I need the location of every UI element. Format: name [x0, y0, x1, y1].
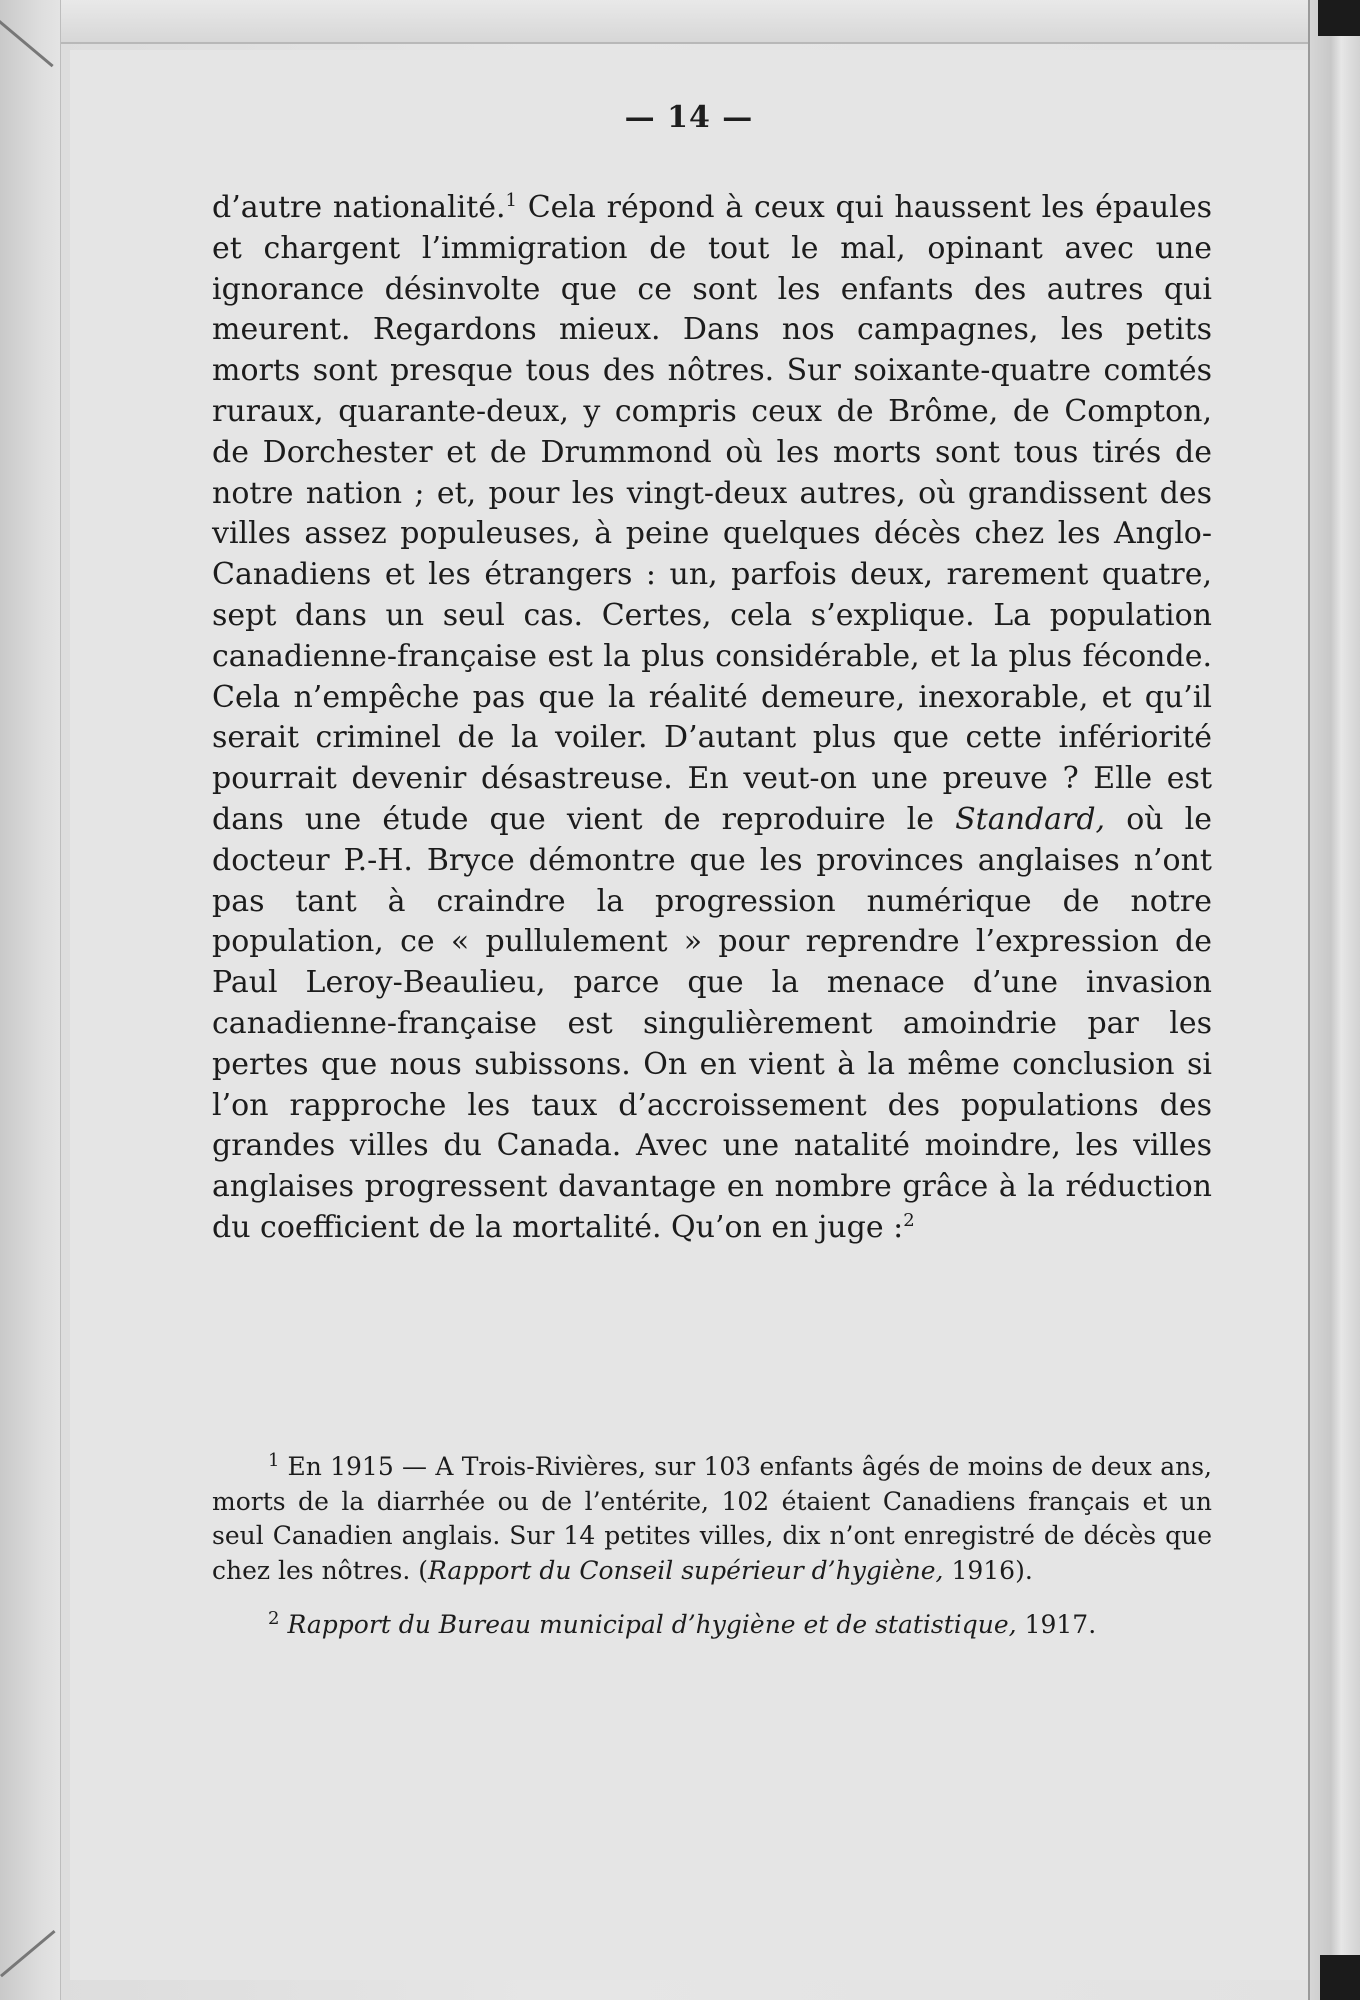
scan-left-fold — [0, 0, 61, 2000]
footnote-italic: Rapport du Conseil supérieur d’hygiène, — [428, 1555, 944, 1585]
footnote-2 — [212, 1608, 1212, 1643]
footnote-ref-1: 1 — [505, 190, 517, 211]
book-page — [70, 50, 1308, 1980]
footnote-ref-2: 2 — [903, 1209, 915, 1231]
body-text-part-3: où le docteur P.-H. Bryce démontre que les provinces anglaises n’ont pas tant à craindre la progression numérique de notre population, ce « pullulement » pour reprendre l’expression de Paul Leroy-Beaulieu, parce que la menace d’une invasion canadienne-française est singulièrement amoindrie par les pertes que nous subissons. On en vient à la même conclusion si l’on rapproche les taux d’accroissement des populations des grandes villes du Canada. Avec une natalité moindre, les villes anglaises progressent davantage en nombre grâce à la réduction du coefficient de la mortalité. Qu’on en juge : — [212, 801, 1212, 1245]
footnote-marker: 2 — [268, 1607, 280, 1629]
scan-top-edge — [0, 0, 1360, 44]
footnote-text: En 1915 — A Trois-Rivières, sur 103 enfants âgés de moins de deux ans, morts de la diarrhée ou de l’entérite, 102 étaient Canadiens français et un seul Canadien anglais. Sur 14 petites villes, dix n’ont enregistré de décès que chez les nôtres. ( — [212, 1452, 1212, 1585]
page-number: — 14 — — [624, 100, 754, 135]
footnotes — [212, 1450, 1212, 1643]
body-text-part-1: d’autre nationalité. — [212, 190, 506, 225]
footnote-italic: Rapport du Bureau municipal d’hygiène et de statistique, — [287, 1610, 1017, 1639]
scan-dark-corner-top — [1318, 0, 1360, 36]
footnote-marker: 1 — [268, 1449, 280, 1471]
body-paragraph — [212, 188, 1212, 1249]
body-text-part-2: Cela répond à ceux qui haussent les épaules et chargent l’immigration de tout le mal, opinant avec une ignorance désinvolte que ce sont les enfants des autres qui meurent. Regardons mieux. Dans nos campagnes, les petits morts sont presque tous des nôtres. Sur soixante-quatre comtés ruraux, quarante-deux, y compris ceux de Brôme, de Compton, de Dorchester et de Drummond où les morts sont tous tirés de notre nation ; et, pour les vingt-deux autres, où grandissent des villes assez populeuses, à peine quelques décès chez les Anglo-Canadiens et les étrangers : un, parfois deux, rarement quatre, sept dans un seul cas. Certes, cela s’explique. La population canadienne-française est la plus considérable, et la plus féconde. Cela n’empêche pas que la réalité demeure, inexorable, et qu’il serait criminel de la voiler. D’autant plus que cette infériorité pourrait devenir désastreuse. En veut-on une preuve ? Elle est dans une étude que vient de reproduire le — [212, 190, 1212, 837]
body-italic-standard: Standard, — [955, 801, 1106, 837]
footnote-text-after: 1917. — [1016, 1610, 1097, 1639]
footnote-text-after: 1916). — [943, 1555, 1033, 1585]
footnote-1 — [212, 1450, 1212, 1588]
scan-dark-corner-bottom — [1320, 1955, 1360, 2000]
scan-right-edge — [1308, 0, 1360, 2000]
